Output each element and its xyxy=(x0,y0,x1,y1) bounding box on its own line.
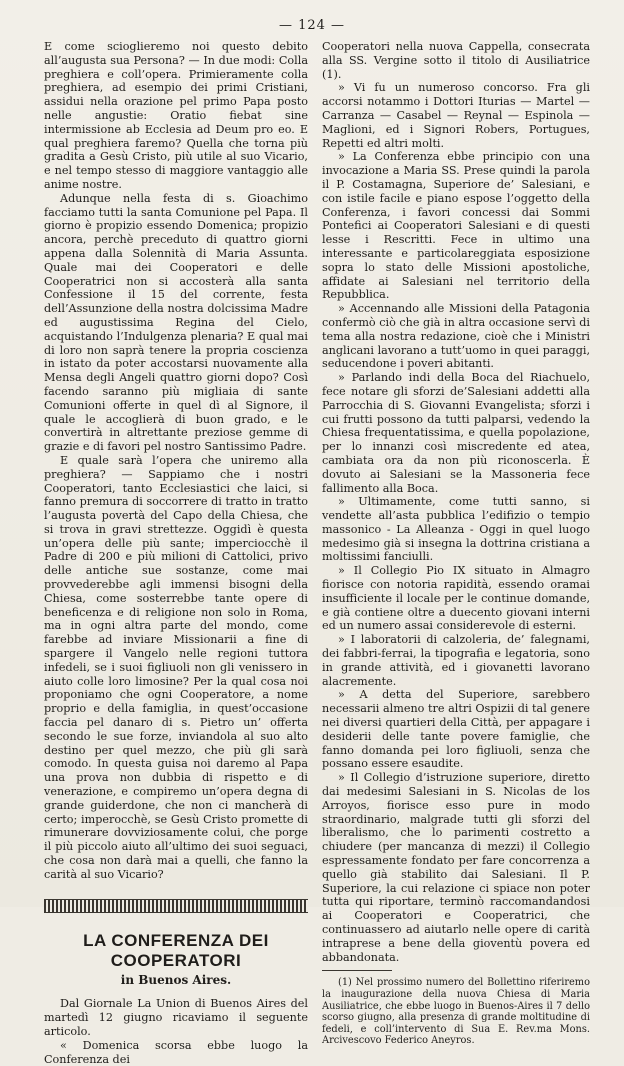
paragraph: » Ultimamente, come tutti sanno, si vendette all’asta pubblica l’edifizio o tempio massonico - La Alleanza - Oggi in quel luogo medesimo già si insegna la dottrina cristiana a moltissimi fanciulli. xyxy=(322,495,590,564)
paragraph: Dal Giornale La Union di Buenos Aires del martedì 12 giugno ricaviamo il seguente articolo. xyxy=(44,997,308,1038)
paragraph: Cooperatori nella nuova Cappella, consecrata alla SS. Vergine sotto il titolo di Ausiliatrice (1). xyxy=(322,40,590,81)
paragraph: « Domenica scorsa ebbe luogo la Conferenza dei xyxy=(44,1038,308,1066)
paragraph: E quale sarà l’opera che uniremo alla preghiera? — Sappiamo che i nostri Cooperatori, tanto Ecclesiastici che laici, si fanno premura di soccorrere di tratto in tratto l’augusta povertà del Capo della Chiesa, che si trova in gravi strettezze. Oggidì è questa un’opera delle più sante; imperciocchè il Padre di 200 e più milioni di Cattolici, privo delle antiche sue sostanze, come mai provvederebbe agli immensi bisogni della Chiesa, come sosterrebbe tante opere di beneficenza e di religione non solo in Roma, ma in ogni altra parte del mondo, come farebbe ad inviare Missionarii a fine di spargere il Vangelo nelle regioni tuttora infedeli, se i suoi figliuoli non gli venissero in aiuto colle loro limosine? Per la qual cosa noi proponiamo che ogni Cooperatore, a nome proprio e della famiglia, in quest’occasione faccia pel danaro di s. Pietro un’ offerta secondo le sue forze, inviandola al suo alto destino per quel mezzo, che più gli sarà comodo. In questa guisa noi daremo al Papa una prova non dubbia di rispetto e di venerazione, e compiremo un’opera degna di grande guiderdone, che non ci mancherà di certo; imperocchè, se Gesù Cristo promette di rimunerare dovviziosamente colui, che porge il più piccolo aiuto all’ultimo dei suoi seguaci, che cosa non darà mai a quelli, che fanno la carità al suo Vicario? xyxy=(44,453,308,881)
paragraph: » Parlando indi della Boca del Riachuelo, fece notare gli sforzi de’Salesiani addetti alla Parrocchia di S. Giovanni Evangelista; sforzi i cui frutti possono da tutti palparsi, vedendo la Chiesa frequentatissima, e quella popolazione, per lo innanzi così miscredente ed atea, cambiata ora da non più riconoscerla. È dovuto ai Salesiani se la Massoneria fece fallimento alla Boca. xyxy=(322,371,590,495)
paragraph: » Il Collegio d’istruzione superiore, diretto dai medesimi Salesiani in S. Nicolas de los Arroyos, fiorisce esso pure in modo straordinario, malgrade tutti gli sforzi del liberalismo, che lo parimenti costretto a chiudere (per mancanza di mezzi) il Collegio espressamente fondato per fare concorrenza a quello già stabilito dai Salesiani. Il P. Superiore, la cui relazione ci spiace non poter tutta qui riportare, terminò raccomandandosi ai Cooperatori e Cooperatrici, che continuassero ad aiutarlo nelle opere di carità intraprese a bene della gioventù povera ed abbandonata. xyxy=(322,771,590,964)
article-subheading: in Buenos Aires. xyxy=(120,972,232,987)
right-column xyxy=(322,40,590,1047)
paragraph: » A detta del Superiore, sarebbero necessarii almeno tre altri Ospizii di tal genere nei diversi quartieri della Città, per appagare i desiderii delle tante povere famiglie, che fanno domanda pei loro figliuoli, senza che possano essere esaudite. xyxy=(322,688,590,771)
paragraph: » Il Collegio Pio IX situato in Almagro fiorisce con notoria rapidità, essendo oramai insufficiente il locale per le continue domande, e già contiene oltre a duecento giovani interni ed un numero assai considerevole di esterni. xyxy=(322,564,590,633)
paragraph: » Vi fu un numeroso concorso. Fra gli accorsi notammo i Dottori Iturias — Martel — Carranza — Casabel — Reynal — Espinola — Maglioni, ed i Signori Robers, Portugues, Repetti ed altri molti. xyxy=(322,81,590,150)
paragraph: » La Conferenza ebbe principio con una invocazione a Maria SS. Prese quindi la parola il P. Costamagna, Superiore de’ Salesiani, e con istile facile e piano espose l’oggetto della Conferenza, i favori concessi dai Sommi Pontefici ai Cooperatori Salesiani e di questi lesse i Rescritti. Fece in ultimo una interessante e particolareggiata esposizione sopra lo stato delle Missioni apostoliche, affidate ai Salesiani nel territorio della Repubblica. xyxy=(322,150,590,302)
page-number: — 124 — xyxy=(278,18,346,33)
left-column xyxy=(44,40,308,1066)
article-heading: LA CONFERENZA DEI COOPERATORI xyxy=(83,930,269,970)
paragraph: » Accennando alle Missioni della Patagonia confermò ciò che già in altra occasione servì di tema alla nostra redazione, cioè che i Ministri anglicani lavorano a tutt’uomo in quei paraggi, seducendone i poveri abitanti. xyxy=(322,302,590,371)
paragraph: E come scioglieremo noi questo debito all’augusta sua Persona? — In due modi: Colla preghiera e coll’opera. Primieramente colla preghiera, ad esempio dei primi Cristiani, assidui nella orazione pel primo Papa posto nelle angustie: Oratio fiebat sine intermissione ab Ecclesia ad Deum pro eo. E qual preghiera faremo? Quella che torna più gradita a Gesù Cristo, più utile al suo Vicario, e nel tempo stesso di maggiore vantaggio alle anime nostre. xyxy=(44,40,308,191)
ornamental-rule xyxy=(44,899,308,913)
footnote-rule xyxy=(322,970,392,971)
footnote: (1) Nel prossimo numero del Bollettino riferiremo la inaugurazione della nuova Chiesa di Maria Ausiliatrice, che ebbe luogo in Buenos-Aires il 7 dello scorso giugno, alla presenza di grande moltitudine di fedeli, e coll’intervento di Sua E. Rev.ma Mons. Arcivescovo Federico Aneyros. xyxy=(322,977,590,1047)
paragraph: Adunque nella festa di s. Gioachimo facciamo tutti la santa Comunione pel Papa. Il giorno è propizio essendo Domenica; propizio ancora, perchè preceduto di quattro giorni appena dalla Solennità di Maria Assunta. Quale mai dei Cooperatori e delle Cooperatrici non si accosterà alla santa Confessione il 15 del corrente, festa dell’Assunzione della nostra dolcissima Madre ed augustissima Regina del Cielo, acquistando l’Indulgenza plenaria? E qual mai di loro non saprà tenere la propria coscienza in istato da poter accostarsi nuovamente alla Mensa degli Angeli quattro giorni dopo? Così facendo saranno più migliaia di sante Comunioni offerte in quel dì al Signore, il quale le accoglierà di buon grado, e le convertirà in altrettante preziose gemme di grazie e di favori pel nostro Santissimo Padre. xyxy=(44,191,308,454)
paragraph: » I laboratorii di calzoleria, de’ falegnami, dei fabbri-ferrai, la tipografia e legatoria, sono in grande attività, ed i giovanetti lavorano alacremente. xyxy=(322,633,590,688)
